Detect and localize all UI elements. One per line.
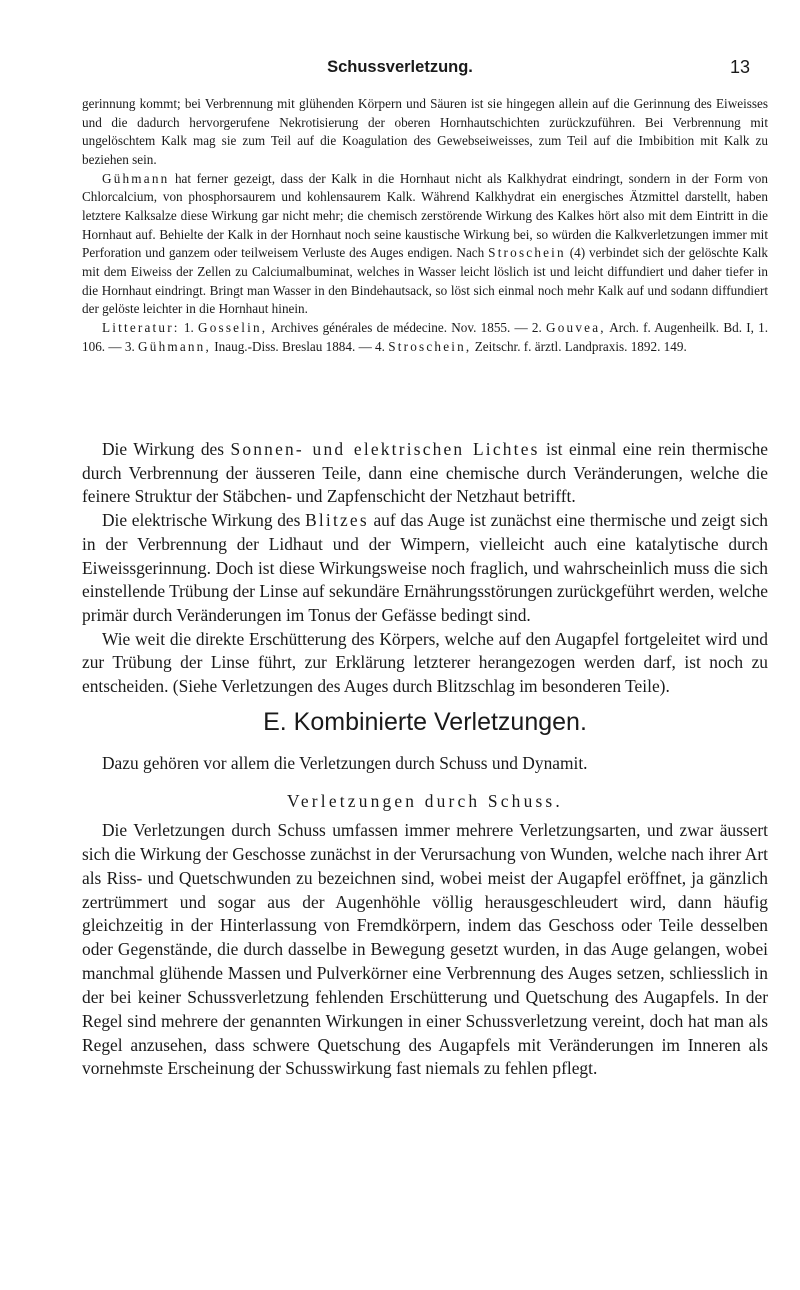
- page-header: [50, 58, 750, 82]
- paragraph-text: Die elektrische Wirkung des: [102, 510, 306, 531]
- main-text-block: [82, 438, 768, 699]
- paragraph-guehmann: [82, 170, 768, 319]
- reference-author: Gühmann,: [138, 338, 211, 354]
- small-print-block: [82, 95, 768, 356]
- author-name: Gühmann: [102, 170, 170, 186]
- paragraph-text: ist einmal eine rein thermische durch Verbrennung der äusseren Teile, dann eine chemische durch Veränderungen, welche die feinere Struktur der Stäbchen- und Zapfenschicht der Netzhaut betrifft.: [82, 439, 768, 507]
- paragraph-light: [82, 438, 768, 509]
- reference-author: Stroschein,: [388, 338, 472, 354]
- page-number: 13: [729, 57, 750, 77]
- literature-list: [82, 319, 768, 356]
- author-name: Stroschein: [488, 245, 566, 261]
- literature-label: Litteratur:: [102, 319, 180, 335]
- reference-author: Gosselin,: [198, 319, 268, 335]
- section-heading: E. Kombinierte Verletzungen.: [263, 708, 587, 736]
- paragraph-coagulation: gerinnung kommt; bei Verbrennung mit glühenden Körpern und Säuren ist sie hingegen allein auf die Gerinnung des Eiweisses und die dadurch hervorgerufene Nekrotisierung der oberen Hornhautschichten zurückzuführen. Bei Verbrennung mit ungelöschtem Kalk mag sie zum Teil auf die Koagulation des Gewebseiweisses, zum Teil auf die Imbibition mit Kalk zu beziehen sein.: [82, 96, 768, 167]
- paragraph-concussion: Wie weit die direkte Erschütterung des Körpers, welche auf den Augapfel fortgeleitet wird und zur Trübung der Linse führt, zur Erklärung letzterer herangezogen werden darf, ist noch zu entscheiden. (Siehe Verletzungen des Auges durch Blitzschlag im besonderen Teile).: [82, 628, 768, 697]
- reference-text: Arch. f. Augenheilk. Bd. I, 1. 106. — 3.: [82, 319, 769, 354]
- paragraph-gunshot: Die Verletzungen durch Schuss umfassen immer mehrere Verletzungsarten, und zwar äussert sich die Wirkung der Geschosse zunächst in der Verursachung von Wunden, welche nach ihrer Art als Riss- und Quetschwunden zu bezeichnen sind, wobei meist der Augapfel eröffnet, ja gänzlich zertrümmert und sogar aus der Augenhöhle völlig herausgeschleudert wird, dann häufig gleichzeitig in der Hinterlassung von Fremdkörpern, indem das Geschoss oder Teile desselben oder Gegenstände, die durch dasselbe in Bewegung gesetzt wurden, in das Auge gelangen, wobei manchmal glühende Massen und Pulverkörner eine Verbrennung des Auges setzen, schliesslich in der bei keiner Schussverletzung fehlenden Erschütterung und Quetschung des Augapfels. In der Regel sind mehrere der genannten Wirkungen in einer Schussverletzung vereint, doch hat man als Regel anzusehen, dass schwere Quetschung des Augapfels mit Veränderungen im Inneren als vornehmste Erscheinung der Schusswirkung fast niemals zu fehlen pflegt.: [82, 820, 768, 1079]
- emphasized-term: Sonnen- und elektrischen Lichtes: [230, 439, 540, 459]
- reference-author: Gouvea,: [546, 319, 606, 335]
- emphasized-term: Blitzes: [305, 510, 369, 531]
- subsection-heading: Verletzungen durch Schuss.: [287, 791, 563, 811]
- running-title: Schussverletzung.: [327, 58, 473, 76]
- reference-text: Archives générales de médecine. Nov. 1855. — 2.: [267, 319, 547, 335]
- paragraph-text: (4) verbindet sich der gelöschte Kalk mit dem Eiweiss der Zellen zu Calciumalbuminat, welches in Wasser leicht löslich ist und leicht diffundiert und daher tiefer in die Hornhaut eindringt. Bringt man Wasser in den Bindehautsack, so löst sich einmal noch mehr Kalk auf und sodann diffundiert der gelöste leichter in die Hornhaut hinein.: [82, 245, 768, 317]
- paragraph-text: hat ferner gezeigt, dass der Kalk in die Hornhaut nicht als Kalkhydrat eindringt, sondern in der Form von Chlorcalcium, von phosphorsaurem und kohlensaurem Kalk. Während Kalkhydrat ein energisches Ätzmittel darstellt, haben letztere Kalksalze diese Wirkung gar nicht mehr; die chemisch zerstörende Wirkung des Kalkes hört also mit dem Eintritt in die Hornhaut auf. Behielte der Kalk in der Hornhaut noch seine kaustische Wirkung bei, so würden die Kalkverletzungen immer mit Perforation und ganzem oder teilweisem Verluste des Auges endigen. Nach: [82, 170, 768, 261]
- reference-text: Zeitschr. f. ärztl. Landpraxis. 1892. 149.: [471, 338, 687, 354]
- paragraph-text: auf das Auge ist zunächst eine thermische und zeigt sich in der Verbrennung der Lidhaut und der Wimpern, vielleicht auch eine katalytische durch Eiweissgerinnung. Doch ist diese Wirkungsweise noch fraglich, und wahrscheinlich muss die sich einstellende Trübung der Linse auf sekundäre Ernährungsstörungen zurückgeführt werden, welche primär durch Veränderungen im Tonus der Gefässe bedingt sind.: [82, 510, 768, 625]
- reference-text: Inaug.-Diss. Breslau 1884. — 4.: [210, 338, 389, 354]
- reference-number: 1.: [179, 319, 198, 335]
- paragraph-lightning: [82, 509, 768, 628]
- paragraph-text: Die Wirkung des: [102, 439, 231, 459]
- section-intro: Dazu gehören vor allem die Verletzungen durch Schuss und Dynamit.: [102, 753, 588, 773]
